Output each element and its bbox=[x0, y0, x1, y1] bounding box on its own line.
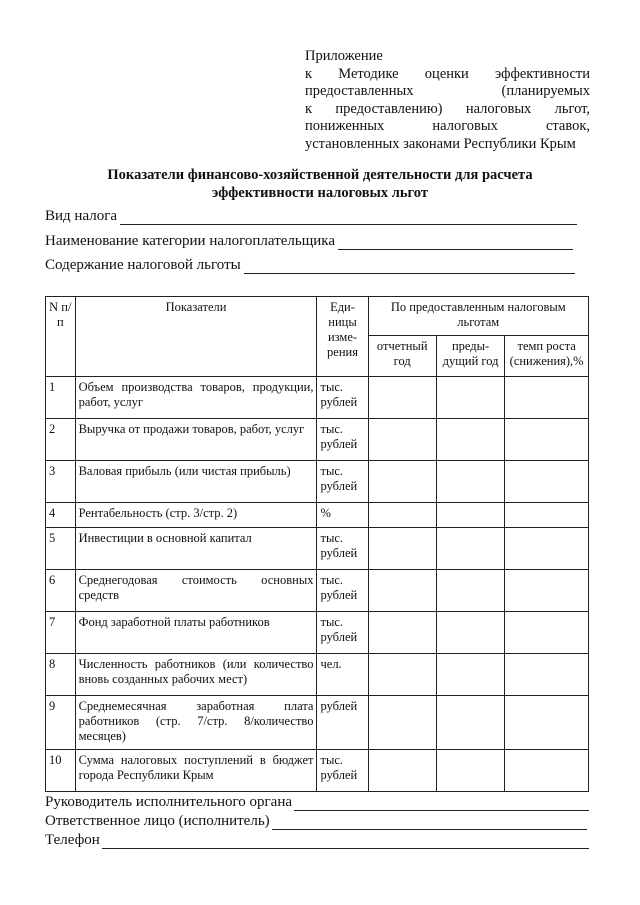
row-unit: % bbox=[317, 503, 368, 528]
document-title bbox=[60, 166, 580, 202]
benefit-blank[interactable] bbox=[244, 259, 575, 274]
cell-growth[interactable] bbox=[505, 696, 589, 750]
responsible-label: Ответственное лицо (исполнитель) bbox=[45, 813, 270, 829]
row-name: Рентабельность (стр. 3/стр. 2) bbox=[75, 503, 317, 528]
cell-growth[interactable] bbox=[505, 503, 589, 528]
tax-type-blank[interactable] bbox=[120, 210, 577, 225]
cell-previous[interactable] bbox=[436, 377, 504, 419]
title-line-2: эффективности налоговых льгот bbox=[212, 185, 428, 201]
cell-reporting[interactable] bbox=[368, 503, 436, 528]
row-unit: рублей bbox=[317, 696, 368, 750]
cell-reporting[interactable] bbox=[368, 612, 436, 654]
head-label: Руководитель исполнительного органа bbox=[45, 794, 293, 810]
appendix-line: к предоставлению) налоговых льгот, bbox=[305, 100, 590, 117]
benefit-label: Содержание налоговой льготы bbox=[45, 257, 241, 273]
appendix-line: к Методике оценки эффективности bbox=[305, 65, 590, 82]
cell-reporting[interactable] bbox=[368, 377, 436, 419]
cell-previous[interactable] bbox=[436, 528, 504, 570]
phone-blank[interactable] bbox=[102, 835, 589, 849]
row-num: 9 bbox=[46, 696, 76, 750]
category-label: Наименование категории налогоплательщика bbox=[45, 233, 336, 249]
row-unit: тыс. рублей bbox=[317, 570, 368, 612]
benefit-field[interactable] bbox=[45, 257, 575, 274]
appendix-note bbox=[305, 48, 590, 153]
cell-reporting[interactable] bbox=[368, 654, 436, 696]
head-field[interactable] bbox=[45, 794, 589, 811]
row-unit: тыс. рублей bbox=[317, 612, 368, 654]
cell-growth[interactable] bbox=[505, 528, 589, 570]
table-row bbox=[46, 570, 589, 612]
row-num: 2 bbox=[46, 419, 76, 461]
cell-reporting[interactable] bbox=[368, 696, 436, 750]
row-num: 1 bbox=[46, 377, 76, 419]
cell-growth[interactable] bbox=[505, 612, 589, 654]
row-num: 5 bbox=[46, 528, 76, 570]
cell-previous[interactable] bbox=[436, 419, 504, 461]
cell-previous[interactable] bbox=[436, 570, 504, 612]
title-line-1: Показатели финансово-хозяйственной деятельности для расчета bbox=[107, 167, 533, 183]
appendix-line: Приложение bbox=[305, 48, 383, 64]
table-row bbox=[46, 461, 589, 503]
cell-growth[interactable] bbox=[505, 654, 589, 696]
cell-growth[interactable] bbox=[505, 461, 589, 503]
row-unit: тыс. рублей bbox=[317, 377, 368, 419]
header-group: По предоставленным налоговым льготам bbox=[368, 297, 588, 336]
phone-label: Телефон bbox=[45, 832, 100, 848]
appendix-line: установленных законами Республики Крым bbox=[305, 135, 576, 152]
cell-reporting[interactable] bbox=[368, 528, 436, 570]
row-unit: чел. bbox=[317, 654, 368, 696]
row-num: 8 bbox=[46, 654, 76, 696]
row-num: 6 bbox=[46, 570, 76, 612]
cell-previous[interactable] bbox=[436, 503, 504, 528]
row-name: Среднемесячная заработная плата работников (стр. 7/стр. 8/количество месяцев) bbox=[75, 696, 317, 750]
header-reporting: отчетный год bbox=[368, 336, 436, 377]
row-name: Численность работников (или количество вновь созданных рабочих мест) bbox=[75, 654, 317, 696]
table-row bbox=[46, 528, 589, 570]
tax-type-field[interactable] bbox=[45, 208, 577, 225]
tax-type-label: Вид налога bbox=[45, 208, 118, 224]
cell-previous[interactable] bbox=[436, 654, 504, 696]
row-name: Объем производства товаров, продукции, работ, услуг bbox=[75, 377, 317, 419]
header-growth: темп роста (снижения),% bbox=[505, 336, 589, 377]
row-name: Инвестиции в основной капитал bbox=[75, 528, 317, 570]
header-unit: Еди-ницы изме-рения bbox=[317, 297, 368, 377]
cell-previous[interactable] bbox=[436, 461, 504, 503]
table-row bbox=[46, 696, 589, 750]
table-row bbox=[46, 612, 589, 654]
responsible-field[interactable] bbox=[45, 813, 587, 830]
table-row bbox=[46, 654, 589, 696]
cell-previous[interactable] bbox=[436, 612, 504, 654]
row-unit: тыс. рублей bbox=[317, 419, 368, 461]
row-name: Среднегодовая стоимость основных средств bbox=[75, 570, 317, 612]
cell-previous[interactable] bbox=[436, 750, 504, 792]
category-field[interactable] bbox=[45, 233, 573, 250]
table-row bbox=[46, 503, 589, 528]
appendix-line: предоставленных (планируемых bbox=[305, 83, 590, 99]
cell-reporting[interactable] bbox=[368, 419, 436, 461]
cell-previous[interactable] bbox=[436, 696, 504, 750]
cell-growth[interactable] bbox=[505, 377, 589, 419]
row-name: Выручка от продажи товаров, работ, услуг bbox=[75, 419, 317, 461]
head-blank[interactable] bbox=[294, 797, 589, 811]
row-unit: тыс. рублей bbox=[317, 750, 368, 792]
indicators-table bbox=[45, 296, 589, 792]
cell-growth[interactable] bbox=[505, 419, 589, 461]
row-name: Фонд заработной платы работников bbox=[75, 612, 317, 654]
category-blank[interactable] bbox=[338, 235, 573, 250]
row-num: 4 bbox=[46, 503, 76, 528]
cell-growth[interactable] bbox=[505, 750, 589, 792]
cell-growth[interactable] bbox=[505, 570, 589, 612]
table-row bbox=[46, 377, 589, 419]
row-unit: тыс. рублей bbox=[317, 461, 368, 503]
header-indicators: Показатели bbox=[75, 297, 317, 377]
header-previous: преды-дущий год bbox=[436, 336, 504, 377]
responsible-blank[interactable] bbox=[272, 816, 587, 830]
cell-reporting[interactable] bbox=[368, 750, 436, 792]
row-num: 10 bbox=[46, 750, 76, 792]
table-row bbox=[46, 419, 589, 461]
row-num: 3 bbox=[46, 461, 76, 503]
table-row bbox=[46, 750, 589, 792]
appendix-line: пониженных налоговых ставок, bbox=[305, 118, 590, 134]
row-unit: тыс. рублей bbox=[317, 528, 368, 570]
header-num: N п/п bbox=[46, 297, 76, 377]
row-num: 7 bbox=[46, 612, 76, 654]
phone-field[interactable] bbox=[45, 832, 589, 849]
row-name: Валовая прибыль (или чистая прибыль) bbox=[75, 461, 317, 503]
cell-reporting[interactable] bbox=[368, 461, 436, 503]
cell-reporting[interactable] bbox=[368, 570, 436, 612]
row-name: Сумма налоговых поступлений в бюджет города Республики Крым bbox=[75, 750, 317, 792]
